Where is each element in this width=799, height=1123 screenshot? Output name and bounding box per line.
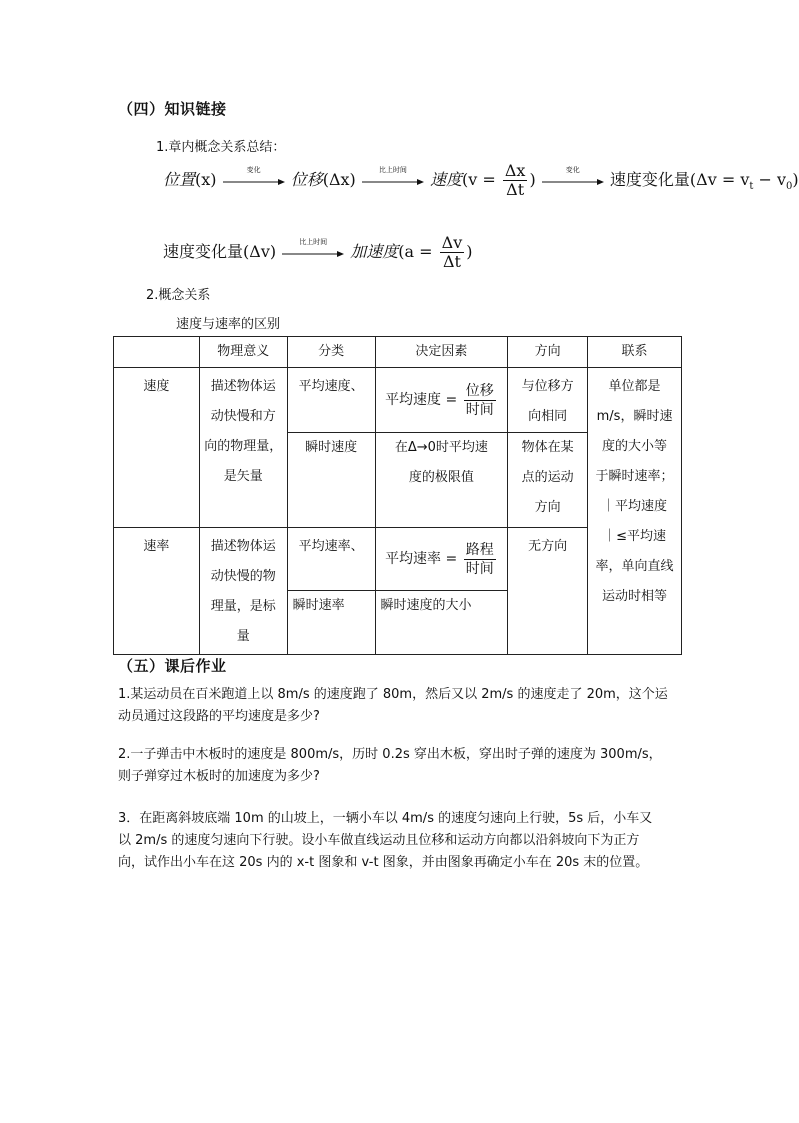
section-heading-5: （五）课后作业	[118, 657, 227, 675]
row-label-rate: 速率	[114, 528, 200, 655]
row-label-speed: 速度	[114, 368, 200, 528]
term-displacement: 位移	[290, 170, 323, 189]
table-title: 速度与速率的区别	[176, 317, 281, 332]
arrow-time-1: 比上时间	[362, 174, 424, 188]
term-position: 位置	[163, 170, 196, 189]
header-factor: 决定因素	[375, 337, 508, 368]
header-empty	[114, 337, 200, 368]
acceleration-fraction: $\frac{\Delta v}{\Delta t}$	[441, 233, 463, 271]
header-relation: 联系	[588, 337, 682, 368]
table-row-speed-avg	[114, 368, 682, 433]
var-position: (x)	[195, 170, 217, 189]
acceleration-open: (a =	[398, 242, 433, 261]
speed-rate-table	[113, 336, 682, 655]
speed-avg-factor: 平均速度 = $\frac{\text{位移}}{\text{时间}}$	[375, 368, 508, 433]
velocity-close: )	[529, 170, 536, 189]
item-1-label: 1.章内概念关系总结：	[156, 140, 286, 155]
arrow-change-1: 变化	[223, 174, 285, 188]
velocity-open: (v =	[462, 170, 496, 189]
speed-inst-class: 瞬时速度	[287, 433, 375, 528]
formula-concept-chain	[163, 162, 799, 199]
speed-avg-class: 平均速度、	[287, 368, 375, 433]
table-header-row	[114, 337, 682, 368]
term-acceleration: 加速度	[350, 242, 399, 261]
relation-cell: 单位都是 m/s，瞬时速 度的大小等 于瞬时速率； ｜平均速度 ｜≤平均速 率，单向直线 运动时相等	[588, 368, 682, 655]
item-2-label: 2.概念关系	[146, 288, 211, 303]
acceleration-close: )	[466, 242, 473, 261]
speed-avg-direction: 与位移方 向相同	[508, 368, 588, 433]
header-class: 分类	[287, 337, 375, 368]
rate-inst-class: 瞬时速率	[287, 591, 375, 655]
term-velocity: 速度	[429, 170, 462, 189]
rate-inst-factor: 瞬时速度的大小	[375, 591, 508, 655]
header-meaning: 物理意义	[199, 337, 287, 368]
speed-inst-factor: 在Δ→0时平均速 度的极限值	[375, 433, 508, 528]
header-direction: 方向	[508, 337, 588, 368]
velocity-fraction: $\frac{\Delta x}{\Delta t}$	[504, 161, 526, 199]
term-velocity-change-2: 速度变化量	[163, 242, 244, 261]
var-displacement: (Δx)	[322, 170, 356, 189]
var-velocity-change: (Δv)	[243, 242, 277, 261]
arrow-change-2: 变化	[542, 174, 604, 188]
term-velocity-change: 速度变化量	[609, 170, 690, 189]
speed-inst-direction: 物体在某 点的运动 方向	[508, 433, 588, 528]
velocity-change-expr: $(\Delta v = v_t - v_0)$	[689, 170, 799, 193]
speed-meaning: 描述物体运 动快慢和方 向的物理量， 是矢量	[199, 368, 287, 528]
rate-direction: 无方向	[508, 528, 588, 655]
question-2: 2.一子弹击中木板时的速度是 800m/s，历时 0.2s 穿出木板，穿出时子弹的速度为 300m/s， 则子弹穿过木板时的加速度为多少?	[118, 747, 662, 784]
formula-acceleration	[163, 234, 473, 271]
section-heading-4: （四）知识链接	[118, 100, 227, 118]
question-3: 3．在距离斜坡底端 10m 的山坡上，一辆小车以 4m/s 的速度匀速向上行驶，5s 后，小车又 以 2m/s 的速度匀速向下行驶。设小车做直线运动且位移和运动方向都以沿斜坡向下为正方 向，试作出小车在这 20s 内的 x-t 图象和 v-t 图象，并由图象再确定小车在 20s 末的位置。	[118, 811, 653, 870]
rate-avg-factor: 平均速率 = $\frac{\text{路程}}{\text{时间}}$	[375, 528, 508, 591]
question-1: 1.某运动员在百米跑道上以 8m/s 的速度跑了 80m，然后又以 2m/s 的速度走了 20m，这个运 动员通过这段路的平均速度是多少?	[118, 687, 668, 724]
rate-avg-class: 平均速率、	[287, 528, 375, 591]
rate-meaning: 描述物体运 动快慢的物 理量，是标 量	[199, 528, 287, 655]
arrow-time-2: 比上时间	[282, 246, 344, 260]
